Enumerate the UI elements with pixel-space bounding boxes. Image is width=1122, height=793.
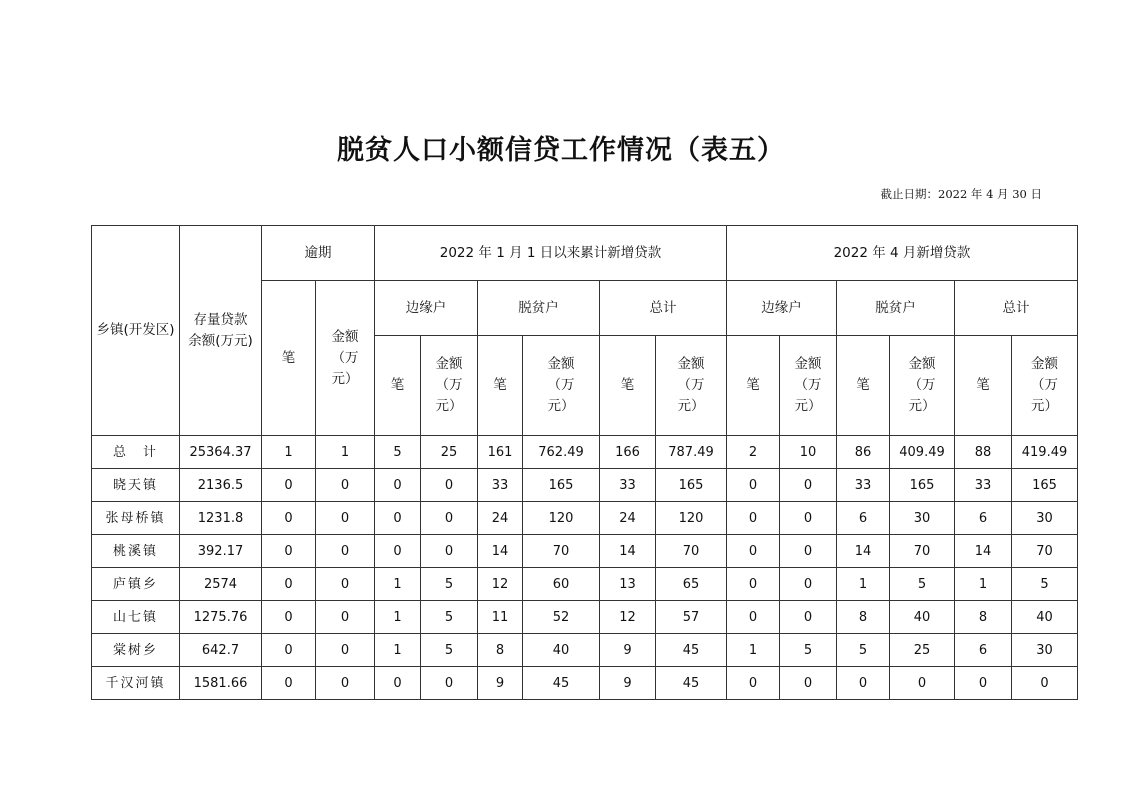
cell-value: 165 [523, 469, 600, 502]
cell-value: 1231.8 [180, 502, 262, 535]
cell-value: 8 [478, 634, 523, 667]
table-row [92, 535, 1078, 568]
cell-value: 6 [955, 502, 1012, 535]
cell-value: 2136.5 [180, 469, 262, 502]
cell-value: 0 [262, 601, 316, 634]
cell-value: 13 [600, 568, 656, 601]
cell-value: 5 [780, 634, 837, 667]
header-cum-poverty: 脱贫户 [478, 281, 600, 336]
cell-value: 57 [656, 601, 727, 634]
cell-value: 161 [478, 436, 523, 469]
cell-value: 10 [780, 436, 837, 469]
header-count: 笔 [837, 336, 890, 436]
cell-value: 419.49 [1012, 436, 1078, 469]
cell-value: 0 [262, 502, 316, 535]
cell-value: 0 [375, 469, 421, 502]
page-title: 脱贫人口小额信贷工作情况（表五） [337, 135, 785, 166]
cell-value: 0 [890, 667, 955, 700]
cell-value: 0 [375, 502, 421, 535]
cell-value: 165 [890, 469, 955, 502]
cell-value: 0 [727, 502, 780, 535]
header-apr-total: 总计 [955, 281, 1078, 336]
header-overdue-count: 笔 [262, 281, 316, 436]
cell-value: 1 [375, 568, 421, 601]
header-overdue: 逾期 [262, 226, 375, 281]
cell-value: 0 [780, 568, 837, 601]
cell-value: 0 [780, 535, 837, 568]
cell-value: 24 [478, 502, 523, 535]
cell-value: 0 [316, 601, 375, 634]
cell-value: 0 [316, 535, 375, 568]
cell-value: 65 [656, 568, 727, 601]
cell-value: 165 [1012, 469, 1078, 502]
town-name: 山七镇 [92, 601, 180, 634]
cell-value: 9 [600, 667, 656, 700]
cell-value: 6 [955, 634, 1012, 667]
cell-value: 0 [262, 634, 316, 667]
cell-value: 1 [262, 436, 316, 469]
cell-value: 0 [421, 469, 478, 502]
cell-value: 45 [656, 634, 727, 667]
cell-value: 14 [600, 535, 656, 568]
cell-value: 14 [478, 535, 523, 568]
table-row [92, 436, 1078, 469]
cell-value: 33 [955, 469, 1012, 502]
cell-value: 1 [837, 568, 890, 601]
cell-value: 1581.66 [180, 667, 262, 700]
header-amount: 金额（万元） [523, 336, 600, 436]
header-balance: 存量贷款余额(万元) [180, 226, 262, 436]
cell-value: 762.49 [523, 436, 600, 469]
cell-value: 24 [600, 502, 656, 535]
cell-value: 9 [478, 667, 523, 700]
header-count: 笔 [600, 336, 656, 436]
cell-value: 0 [955, 667, 1012, 700]
cell-value: 5 [890, 568, 955, 601]
header-count: 笔 [955, 336, 1012, 436]
cell-value: 1 [955, 568, 1012, 601]
cell-value: 787.49 [656, 436, 727, 469]
table-row [92, 667, 1078, 700]
cell-value: 0 [727, 667, 780, 700]
cell-value: 33 [837, 469, 890, 502]
cell-value: 45 [523, 667, 600, 700]
table-row [92, 568, 1078, 601]
cell-value: 11 [478, 601, 523, 634]
cell-value: 1 [375, 634, 421, 667]
town-name: 桃溪镇 [92, 535, 180, 568]
cell-value: 0 [262, 469, 316, 502]
cell-value: 70 [1012, 535, 1078, 568]
cell-value: 0 [727, 601, 780, 634]
town-name: 庐镇乡 [92, 568, 180, 601]
town-name: 总 计 [92, 436, 180, 469]
table-row [92, 601, 1078, 634]
header-count: 笔 [375, 336, 421, 436]
cell-value: 70 [656, 535, 727, 568]
cell-value: 120 [523, 502, 600, 535]
header-count: 笔 [478, 336, 523, 436]
header-count: 笔 [727, 336, 780, 436]
cell-value: 0 [375, 667, 421, 700]
cell-value: 0 [375, 535, 421, 568]
cell-value: 0 [780, 601, 837, 634]
cell-value: 45 [656, 667, 727, 700]
header-amount: 金额（万元） [1012, 336, 1078, 436]
cell-value: 0 [780, 502, 837, 535]
cell-value: 0 [316, 469, 375, 502]
header-amount: 金额（万元） [780, 336, 837, 436]
cell-value: 14 [837, 535, 890, 568]
table-row [92, 502, 1078, 535]
cell-value: 1 [727, 634, 780, 667]
cell-value: 0 [727, 568, 780, 601]
header-amount: 金额（万元） [656, 336, 727, 436]
cell-value: 120 [656, 502, 727, 535]
cell-value: 30 [1012, 634, 1078, 667]
cell-value: 70 [890, 535, 955, 568]
cell-value: 0 [421, 667, 478, 700]
town-name: 千汉河镇 [92, 667, 180, 700]
cell-value: 0 [316, 667, 375, 700]
header-apr-edge: 边缘户 [727, 281, 837, 336]
cell-value: 40 [1012, 601, 1078, 634]
cell-value: 25 [421, 436, 478, 469]
cell-value: 33 [600, 469, 656, 502]
cell-value: 30 [890, 502, 955, 535]
header-cum-total: 总计 [600, 281, 727, 336]
cell-value: 12 [600, 601, 656, 634]
cell-value: 0 [780, 469, 837, 502]
cell-value: 30 [1012, 502, 1078, 535]
cell-value: 8 [955, 601, 1012, 634]
cell-value: 40 [890, 601, 955, 634]
cell-value: 409.49 [890, 436, 955, 469]
cell-value: 0 [1012, 667, 1078, 700]
cell-value: 12 [478, 568, 523, 601]
town-name: 晓天镇 [92, 469, 180, 502]
header-cumulative: 2022 年 1 月 1 日以来累计新增贷款 [375, 226, 727, 281]
cell-value: 40 [523, 634, 600, 667]
cell-value: 0 [421, 502, 478, 535]
cell-value: 392.17 [180, 535, 262, 568]
cell-value: 0 [262, 568, 316, 601]
header-amount: 金额（万元） [421, 336, 478, 436]
cell-value: 1 [316, 436, 375, 469]
cell-value: 0 [316, 502, 375, 535]
town-name: 棠树乡 [92, 634, 180, 667]
cell-value: 0 [316, 634, 375, 667]
header-april: 2022 年 4 月新增贷款 [727, 226, 1078, 281]
cell-value: 0 [727, 469, 780, 502]
cell-value: 0 [837, 667, 890, 700]
table-row [92, 469, 1078, 502]
header-town: 乡镇(开发区) [92, 226, 180, 436]
cell-value: 86 [837, 436, 890, 469]
cell-value: 0 [262, 535, 316, 568]
header-cum-edge: 边缘户 [375, 281, 478, 336]
loan-table [91, 225, 1078, 700]
cell-value: 0 [316, 568, 375, 601]
cell-value: 5 [375, 436, 421, 469]
cell-value: 25 [890, 634, 955, 667]
town-name: 张母桥镇 [92, 502, 180, 535]
cell-value: 165 [656, 469, 727, 502]
header-amount: 金额（万元） [890, 336, 955, 436]
cell-value: 1275.76 [180, 601, 262, 634]
cell-value: 0 [727, 535, 780, 568]
cell-value: 5 [1012, 568, 1078, 601]
table-row [92, 634, 1078, 667]
cell-value: 0 [780, 667, 837, 700]
cell-value: 5 [421, 568, 478, 601]
cell-value: 33 [478, 469, 523, 502]
cell-value: 0 [262, 667, 316, 700]
header-overdue-amount: 金额（万元） [316, 281, 375, 436]
cell-value: 9 [600, 634, 656, 667]
cell-value: 0 [421, 535, 478, 568]
cell-value: 2574 [180, 568, 262, 601]
cell-value: 5 [421, 601, 478, 634]
cell-value: 14 [955, 535, 1012, 568]
cell-value: 5 [421, 634, 478, 667]
cell-value: 166 [600, 436, 656, 469]
header-apr-poverty: 脱贫户 [837, 281, 955, 336]
as-of-date: 截止日期：2022 年 4 月 30 日 [880, 187, 1042, 201]
cell-value: 88 [955, 436, 1012, 469]
cell-value: 5 [837, 634, 890, 667]
cell-value: 8 [837, 601, 890, 634]
cell-value: 70 [523, 535, 600, 568]
cell-value: 642.7 [180, 634, 262, 667]
cell-value: 2 [727, 436, 780, 469]
cell-value: 60 [523, 568, 600, 601]
cell-value: 1 [375, 601, 421, 634]
cell-value: 6 [837, 502, 890, 535]
cell-value: 25364.37 [180, 436, 262, 469]
cell-value: 52 [523, 601, 600, 634]
